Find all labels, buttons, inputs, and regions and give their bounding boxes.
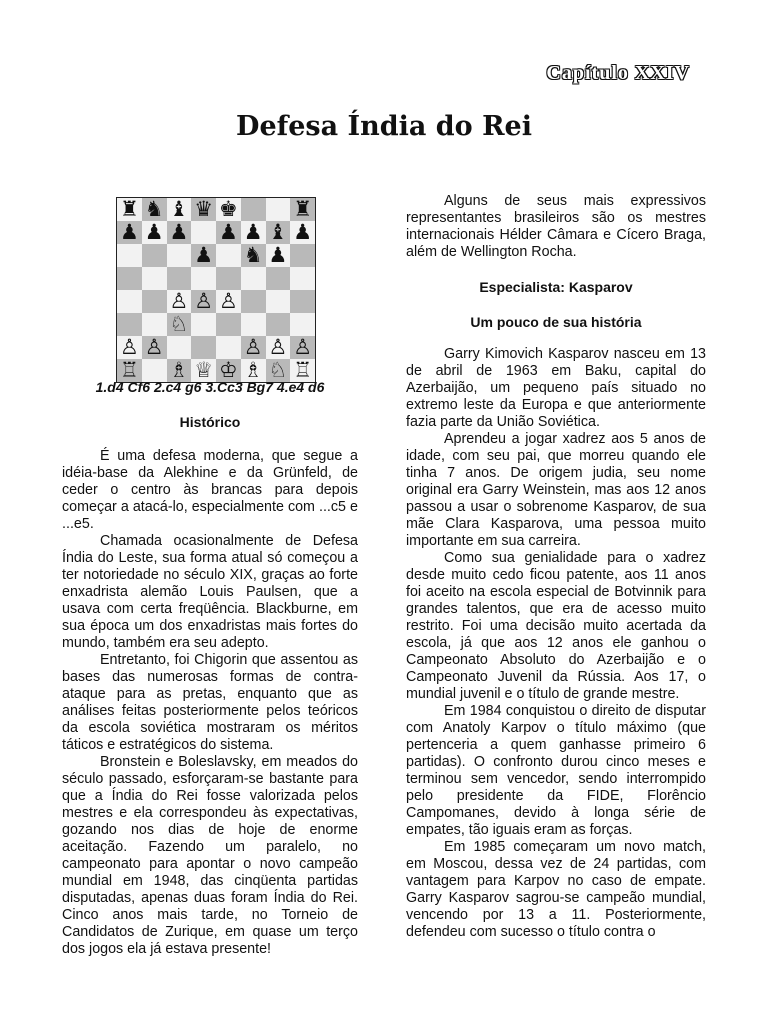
chess-piece-icon: ♙ [169,289,189,313]
board-square [142,244,167,267]
chess-piece-icon: ♟ [169,220,189,244]
opening-moves-caption: 1.d4 Cf6 2.c4 g6 3.Cc3 Bg7 4.e4 d6 [95,379,325,395]
board-square [241,198,266,221]
board-square [216,267,241,290]
left-column-text [62,448,358,958]
board-square [167,221,192,244]
left-paragraph: Bronstein e Boleslavsky, em meados do século passado, esforçaram-se bastante para que a Índia do Rei fosse valorizada pelos mestres e ela correspondeu às expectativas, gozando nos dias de hoje de enorme aceitação. Fazendo um paralelo, no campeonato para apontar o novo campeão mundial em 1948, das cinqüenta partidas disputadas, apenas duas foram Índia do Rei. Cinco anos mais tarde, no Torneio de Candidatos de Zurique, em quase um terço dos jogos ela já estava presente! [62,754,358,957]
right-paragraph: Em 1984 conquistou o direito de disputar com Anatoly Karpov o título máximo (que pertenceria a quem ganhasse primeiro 6 partidas). O confronto durou cinco meses e terminou sem vencedor, sendo interrompido pelo presidente da FIDE, Florêncio Campomanes, devido à longa série de empates, tão iguais eram as forças. [406,703,706,838]
right-paragraph: Como sua genialidade para o xadrez desde muito cedo ficou patente, aos 11 anos foi aceito na escola especial de Botvinnik para grandes talentos, que era de acesso muito restrito. Foi uma decisão muito acertada da escola, já que aos 12 anos ele ganhou o Campeonato Absoluto do Azerbaijão e o Campeonato Juvenil da Rússia. Aos 17, o mundial juvenil e o título de grande mestre. [406,550,706,702]
chess-piece-icon: ♗ [243,358,263,382]
board-square [241,290,266,313]
board-square [142,336,167,359]
right-intro-paragraph: Alguns de seus mais expressivos representantes brasileiros são os mestres internacionais Hélder Câmara e Cícero Braga, além de Wellington Rocha. [406,193,706,260]
chess-piece-icon: ♚ [218,197,238,221]
board-square [142,313,167,336]
board-square [290,244,315,267]
board-square [241,221,266,244]
left-paragraph-1-text: É uma defesa moderna, que segue a idéia-base da Alekhine e da Grünfeld, de ceder o centro às brancas para depois começar a atacá-lo, especialmente com ...c5 e ...e5. [62,448,358,532]
board-square [117,267,142,290]
chess-piece-icon: ♘ [268,358,288,382]
board-square [117,313,142,336]
board-square [142,267,167,290]
board-square [266,290,291,313]
board-square [191,267,216,290]
left-paragraph: Entretanto, foi Chigorin que assentou as bases das numerosas formas de contra-ataque para as pretas, enquanto que as análises feitas posteriormente pelos teóricos da escola soviética mostraram os méritos táticos e estratégicos do sistema. [62,652,358,753]
chess-piece-icon: ♙ [194,289,214,313]
board-square [191,244,216,267]
board-square [167,313,192,336]
board-square [216,198,241,221]
left-paragraph: Chamada ocasionalmente de Defesa Índia do Leste, sua forma atual só começou a ter notoriedade no século XIX, graças ao forte enxadrista alemão Louis Paulsen, que a usava com certa freqüência. Blackburne, em sua época um dos enxadristas mais fortes do mundo, também era seu adepto. [62,533,358,651]
board-square [117,290,142,313]
page-title: Defesa Índia do Rei [236,111,532,142]
board-square [167,336,192,359]
chess-piece-icon: ♙ [218,289,238,313]
chess-piece-icon: ♜ [119,197,139,221]
board-square [290,267,315,290]
board-square [216,336,241,359]
board-square [167,267,192,290]
board-square [191,336,216,359]
chess-piece-icon: ♞ [243,243,263,267]
board-square [142,290,167,313]
chess-piece-icon: ♙ [268,335,288,359]
chess-piece-icon: ♙ [243,335,263,359]
board-square [241,244,266,267]
right-paragraph: Garry Kimovich Kasparov nasceu em 13 de abril de 1963 em Baku, capital do Azerbaijão, um pequeno país situado no extremo leste da Europa e que anteriormente fazia parte da União Soviética. [406,346,706,430]
board-square [142,221,167,244]
chapter-label: Capítulo XXIV [546,62,690,84]
chess-piece-icon: ♖ [119,358,139,382]
chess-piece-icon: ♟ [293,220,313,244]
board-square [241,313,266,336]
chess-piece-icon: ♟ [268,243,288,267]
section-heading-especialista: Especialista: Kasparov [479,279,633,295]
chess-piece-icon: ♘ [169,312,189,336]
board-square [216,290,241,313]
chess-piece-icon: ♝ [268,220,288,244]
chess-piece-icon: ♙ [293,335,313,359]
section-heading-historia: Um pouco de sua história [470,314,642,330]
board-square [117,198,142,221]
chess-piece-icon: ♟ [194,243,214,267]
board-square [216,313,241,336]
board-square [216,244,241,267]
chess-piece-icon: ♙ [119,335,139,359]
section-heading-historico: Histórico [179,414,241,430]
chess-piece-icon: ♟ [119,220,139,244]
right-paragraph: Aprendeu a jogar xadrez aos 5 anos de idade, com seu pai, que morreu quando ele tinha 7 anos. De origem judia, seu nome original era Garry Weinstein, mas aos 12 anos passou a usar o sobrenome Kasparov, de sua mãe Clara Kasparova, uma pessoa muito importante em sua carreira. [406,431,706,549]
chess-piece-icon: ♞ [144,197,164,221]
chess-piece-icon: ♛ [194,197,214,221]
chess-piece-icon: ♗ [169,358,189,382]
chess-piece-icon: ♜ [293,197,313,221]
board-square [191,290,216,313]
chess-piece-icon: ♟ [243,220,263,244]
board-square [241,336,266,359]
chess-piece-icon: ♕ [194,358,214,382]
board-square [167,244,192,267]
chess-piece-icon: ♟ [218,220,238,244]
board-square [191,313,216,336]
chess-piece-icon: ♔ [218,358,238,382]
board-square [266,336,291,359]
chess-piece-icon: ♟ [144,220,164,244]
board-square [290,221,315,244]
board-square [266,313,291,336]
board-square [191,221,216,244]
board-square [167,290,192,313]
board-square [266,198,291,221]
board-square [167,198,192,221]
chess-board-diagram [116,197,316,383]
board-square [290,198,315,221]
left-paragraph [62,448,358,533]
right-column-intro [406,193,706,261]
chess-piece-icon: ♙ [144,335,164,359]
board-square [117,244,142,267]
board-square [290,290,315,313]
board-square [117,221,142,244]
board-square [266,221,291,244]
chess-piece-icon: ♝ [169,197,189,221]
board-square [241,267,266,290]
board-square [290,336,315,359]
board-square [216,221,241,244]
chess-piece-icon: ♖ [293,358,313,382]
board-square [266,244,291,267]
board-square [266,267,291,290]
board-square [191,198,216,221]
board-square [290,313,315,336]
right-paragraph: Em 1985 começaram um novo match, em Moscou, dessa vez de 24 partidas, com vantagem para Karpov no caso de empate. Garry Kasparov sagrou-se campeão mundial, vencendo por 13 a 11. Posteriormente, defendeu com sucesso o título contra o [406,839,706,940]
board-square [117,336,142,359]
board-square [142,198,167,221]
right-column-text [406,346,706,941]
